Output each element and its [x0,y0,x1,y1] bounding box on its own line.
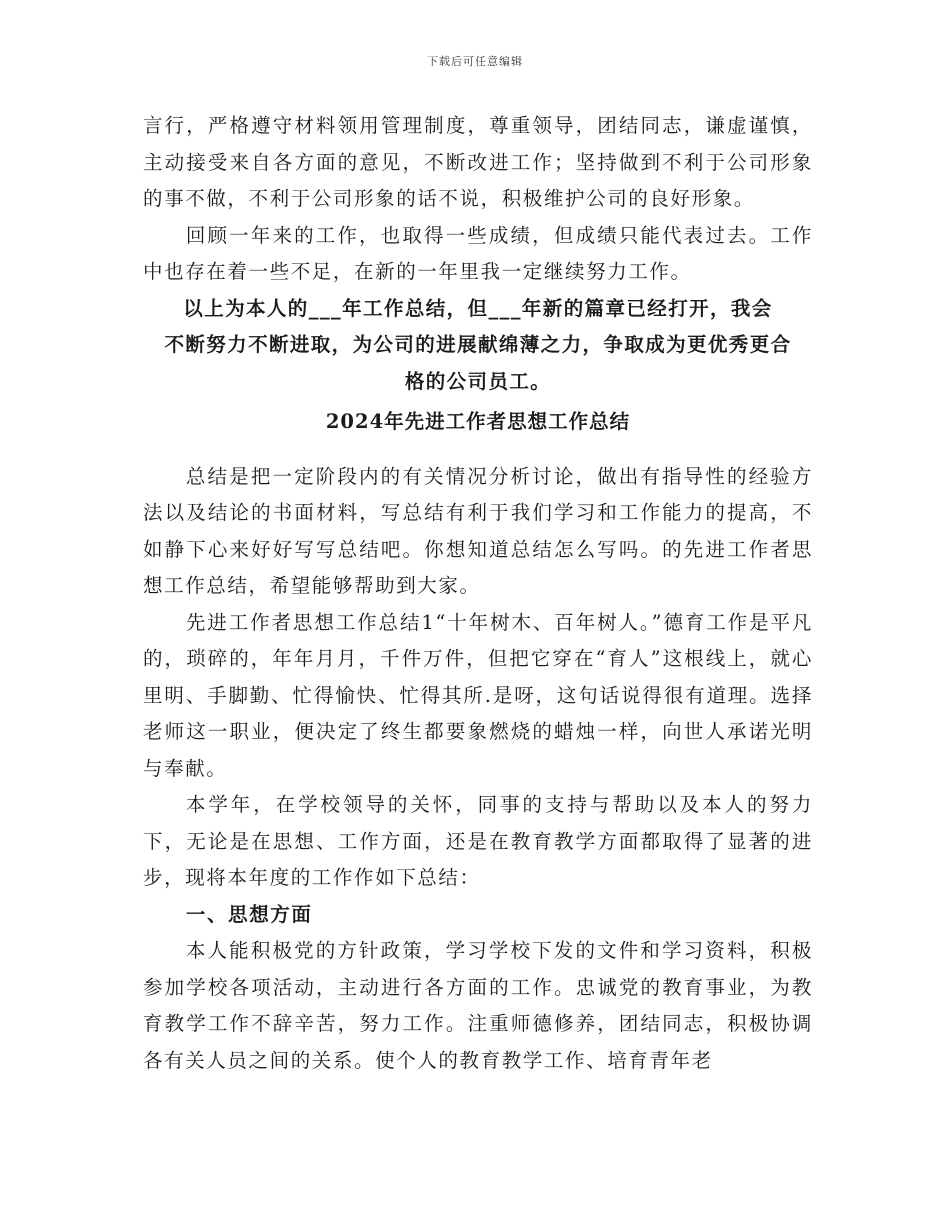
document-body [143,108,813,1079]
paragraph-5: 本学年，在学校领导的关怀，同事的支持与帮助以及本人的努力下，无论是在思想、工作方面，还是在教育教学方面都取得了显著的进步，现将本年度的工作作如下总结： [143,793,813,889]
section-title: 2024年先进工作者思想工作总结 [325,410,631,433]
paragraph-2: 回顾一年来的工作，也取得一些成绩，但成绩只能代表过去。工作中也存在着一些不足，在新的一年里我一定继续努力工作。 [143,223,813,283]
heading-thought: 一、思想方面 [185,902,313,926]
page-header: 下载后可任意编辑 [427,55,523,68]
closing-line-3: 格的公司员工。 [404,369,552,393]
closing-line-2: 不断努力不断进取，为公司的进展献绵薄之力，争取成为更优秀更合 [164,333,792,356]
closing-line-1: 以上为本人的___年工作总结，但___年新的篇章已经打开，我会 [183,296,773,320]
paragraph-6: 本人能积极党的方针政策，学习学校下发的文件和学习资料，积极参加学校各项活动，主动进行各方面的工作。忠诚党的教育事业，为教育教学工作不辞辛苦，努力工作。注重师德修养，团结同志，积极协调各有关人员之间的关系。使个人的教育教学工作、培育青年老 [143,939,813,1072]
paragraph-4: 先进工作者思想工作总结1“十年树木、百年树人。”德育工作是平凡的，琐碎的，年年月月，千件万件，但把它穿在“育人”这根线上，就心里明、手脚勤、忙得愉快、忙得其所.是呀，这句话说得很有道理。选择老师这一职业，便决定了终生都要象燃烧的蜡烛一样，向世人承诺光明与奉献。 [143,610,813,780]
paragraph-3: 总结是把一定阶段内的有关情况分析讨论，做出有指导性的经验方法以及结论的书面材料，写总结有利于我们学习和工作能力的提高，不如静下心来好好写写总结吧。你想知道总结怎么写吗。的先进工作者思想工作总结，希望能够帮助到大家。 [143,464,813,597]
paragraph-1: 言行，严格遵守材料领用管理制度，尊重领导，团结同志，谦虚谨慎，主动接受来自各方面的意见，不断改进工作；坚持做到不利于公司形象的事不做，不利于公司形象的话不说，积极维护公司的良好形象。 [143,114,813,210]
